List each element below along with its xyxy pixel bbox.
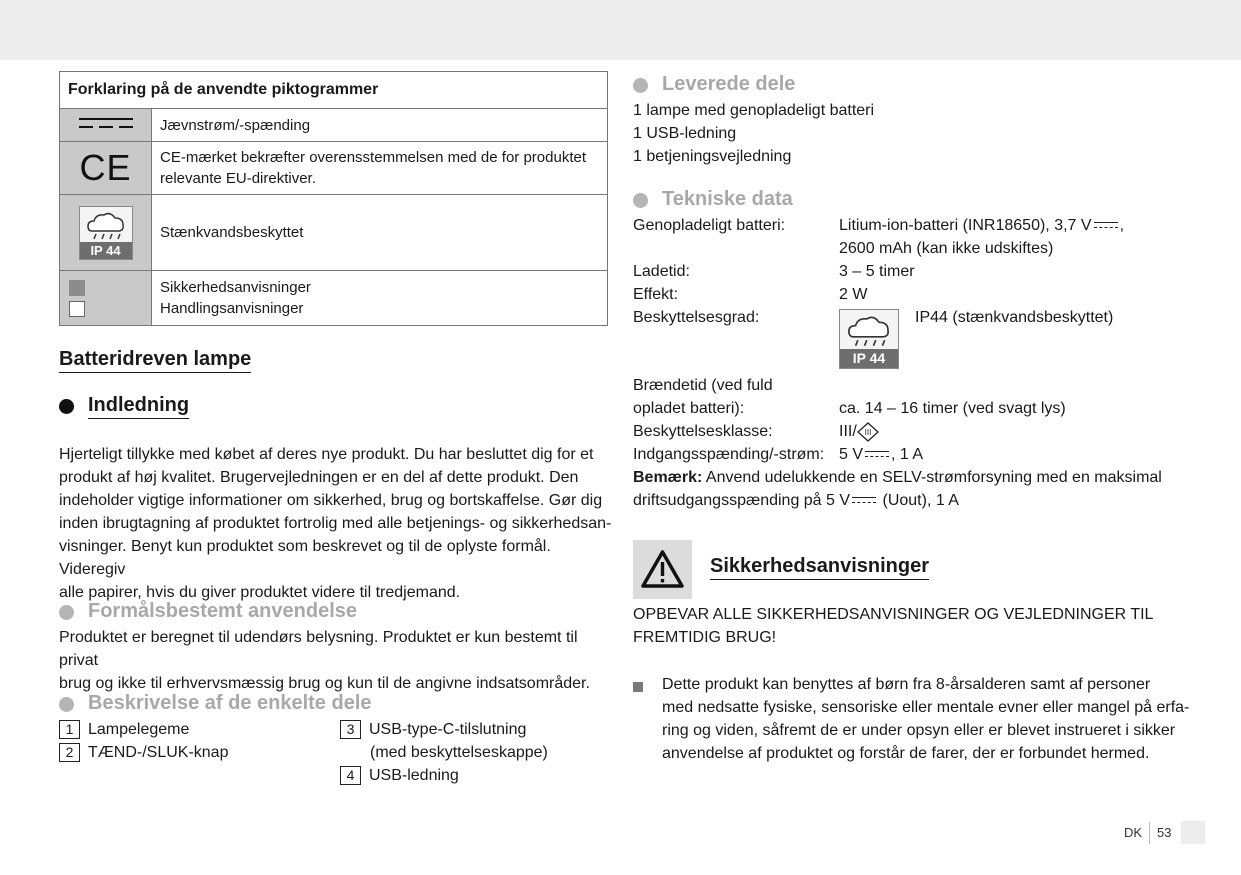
footer-divider xyxy=(1149,822,1150,844)
safety-item-line: ring og viden, såfremt de er under opsyn eller er blevet instrueret i sikker xyxy=(662,722,1176,739)
tech-labels xyxy=(633,214,833,329)
tech-heading-text: Tekniske data xyxy=(662,188,793,210)
parts-heading-text: Beskrivelse af de enkelte dele xyxy=(88,692,372,714)
intro-line: Hjerteligt tillykke med købet af deres nye produkt. Du har besluttet dig for et xyxy=(59,446,594,463)
class-value-text: III/ xyxy=(839,423,857,440)
intro-line: visninger. Benyt kun produktet som beskrevet og til de oplyste formål. Videregiv xyxy=(59,538,551,578)
protection-label: Beskyttelsesgrad: xyxy=(633,309,760,326)
list-item xyxy=(340,718,548,741)
purpose-line: brug og ikke til erhvervsmæssig brug og kun til de angivne indsatsområder. xyxy=(59,675,590,692)
bullet-icon xyxy=(633,193,648,208)
intro-heading-text: Indledning xyxy=(88,394,189,419)
note-label: Bemærk: xyxy=(633,469,703,486)
dc-current-text: Jævnstrøm/-spænding xyxy=(152,109,608,142)
supplied-list xyxy=(633,99,874,168)
safety-item-line: anvendelse af produktet og forstår de farer, der er forbundet hermed. xyxy=(662,745,1150,762)
note-text-2: driftsudgangsspænding på 5 V xyxy=(633,492,851,509)
parts-list-col1 xyxy=(59,718,228,764)
class-iii-label: III xyxy=(864,427,872,437)
intro-line: alle papirer, hvis du giver produktet videre til tredjemand. xyxy=(59,584,461,601)
part-label: USB-ledning xyxy=(369,767,459,784)
part-label: Lampelegeme xyxy=(88,721,190,738)
charge-value: 3 – 5 timer xyxy=(839,263,915,280)
class-value xyxy=(839,420,1066,443)
safety-caps-line: FREMTIDIG BRUG! xyxy=(633,629,777,646)
footer-tab xyxy=(1181,821,1205,844)
ip44-label: IP 44 xyxy=(80,242,132,259)
list-item xyxy=(59,741,228,764)
square-bullet-icon xyxy=(633,682,643,692)
action-instructions-label: Handlingsanvisninger xyxy=(160,300,304,317)
table-row xyxy=(60,142,608,195)
note-text: Anvend udelukkende en SELV-strømforsyning med en maksimal xyxy=(702,469,1162,486)
input-value-volt: 5 V xyxy=(839,446,864,463)
ip44-icon xyxy=(60,195,152,271)
bullet-icon xyxy=(59,605,74,620)
part-number: 2 xyxy=(59,743,80,762)
tech-values xyxy=(839,214,1179,306)
part-label: USB-type-C-tilslutning xyxy=(369,721,527,738)
protection-value: IP44 (stænkvandsbeskyttet) xyxy=(915,309,1114,326)
pictogram-table-header: Forklaring på de anvendte piktogrammer xyxy=(60,72,608,109)
top-bar xyxy=(0,0,1241,60)
pictogram-table xyxy=(59,71,608,326)
supplied-heading xyxy=(633,73,795,96)
purpose-heading xyxy=(59,600,357,623)
safety-heading-text: Sikkerhedsanvisninger xyxy=(710,555,929,580)
section-title-text: Batteridreven lampe xyxy=(59,348,251,373)
safety-item-line: med nedsatte fysiske, sensoriske eller mentale evner eller mangel på erfa- xyxy=(662,699,1190,716)
bullet-icon xyxy=(59,697,74,712)
burn-label-cont: opladet batteri): xyxy=(633,400,745,417)
table-row xyxy=(60,271,608,326)
part-number: 1 xyxy=(59,720,80,739)
dc-symbol-icon xyxy=(865,451,889,459)
dc-symbol-icon xyxy=(1094,222,1118,230)
bullet-icon xyxy=(59,399,74,414)
intro-heading xyxy=(59,394,189,417)
filled-square-icon xyxy=(69,280,85,296)
tech-labels-2 xyxy=(633,374,838,466)
power-value: 2 W xyxy=(839,286,868,303)
input-label: Indgangsspænding/-strøm: xyxy=(633,446,825,463)
input-value xyxy=(839,443,1066,466)
table-row xyxy=(60,195,608,271)
purpose-line: Produktet er beregnet til udendørs belysning. Produktet er kun bestemt til privat xyxy=(59,629,578,669)
list-item: 1 USB-ledning xyxy=(633,125,737,142)
tech-values-2 xyxy=(839,374,1066,466)
intro-line: indeholder vigtige informationer om sikkerhed, brug og bortskaffelse. Gør dig xyxy=(59,492,603,509)
parts-heading xyxy=(59,692,372,715)
pictogram-table-header-row xyxy=(60,72,608,109)
intro-paragraph xyxy=(59,443,619,604)
burn-value: ca. 14 – 16 timer (ved svagt lys) xyxy=(839,400,1066,417)
safety-item-line: Dette produkt kan benyttes af børn fra 8-årsalderen samt af personer xyxy=(662,676,1151,693)
battery-value-text: Litium-ion-batteri (INR18650), 3,7 V xyxy=(839,217,1092,234)
note xyxy=(633,466,1213,512)
safety-instructions-label: Sikkerhedsanvisninger xyxy=(160,279,311,296)
bullet-icon xyxy=(633,78,648,93)
intro-line: inden ibrugtagning af produktet fortrolig med alle betjenings- og sikkerhedsan- xyxy=(59,515,612,532)
section-title xyxy=(59,348,251,371)
battery-label: Genopladeligt batteri: xyxy=(633,217,786,234)
supplied-heading-text: Leverede dele xyxy=(662,73,796,95)
footer-page-number: 53 xyxy=(1157,825,1172,840)
class-iii-icon xyxy=(857,422,879,442)
note-line-2 xyxy=(633,489,1213,512)
safety-squares-icon xyxy=(60,271,152,326)
class-label: Beskyttelsesklasse: xyxy=(633,423,773,440)
battery-value xyxy=(839,214,1179,237)
note-line-1 xyxy=(633,466,1213,489)
list-item xyxy=(340,764,548,787)
part-number: 3 xyxy=(340,720,361,739)
safety-caps xyxy=(633,603,1213,649)
battery-capacity: 2600 mAh (kan ikke udskiftes) xyxy=(839,240,1054,257)
safety-item xyxy=(662,673,1207,765)
part-number: 4 xyxy=(340,766,361,785)
power-label: Effekt: xyxy=(633,286,679,303)
list-item: 1 betjeningsvejledning xyxy=(633,148,792,165)
ce-mark-glyph: CE xyxy=(79,147,132,188)
footer-lang: DK xyxy=(1124,825,1143,840)
part-label-cont: (med beskyttelseskappe) xyxy=(370,744,548,761)
safety-caps-line: OPBEVAR ALLE SIKKERHEDSANVISNINGER OG VEJLEDNINGER TIL xyxy=(633,606,1154,623)
dc-symbol-icon xyxy=(852,497,876,505)
ip44-icon xyxy=(839,309,899,369)
tech-heading xyxy=(633,188,793,211)
list-item xyxy=(59,718,228,741)
ce-mark-text: CE-mærket bekræfter overensstemmelsen med de for produktet relevante EU-direktiver. xyxy=(152,142,608,195)
empty-square-icon xyxy=(69,301,85,317)
intro-line: produkt af høj kvalitet. Brugervejledningen er en del af dette produkt. Den xyxy=(59,469,579,486)
parts-list-col2 xyxy=(340,718,548,787)
table-row xyxy=(60,109,608,142)
purpose-paragraph xyxy=(59,626,619,695)
note-text-3: (Uout), 1 A xyxy=(878,492,959,509)
ip44-text: Stænkvandsbeskyttet xyxy=(152,195,608,271)
warning-icon xyxy=(633,540,692,599)
safety-heading xyxy=(710,555,929,578)
part-label: TÆND-/SLUK-knap xyxy=(88,744,229,761)
purpose-heading-text: Formålsbestemt anvendelse xyxy=(88,600,357,622)
list-item: 1 lampe med genopladeligt batteri xyxy=(633,102,875,119)
safety-legend-text xyxy=(152,271,608,326)
battery-value-suffix: , xyxy=(1119,217,1125,234)
burn-label: Brændetid (ved fuld xyxy=(633,377,773,394)
charge-label: Ladetid: xyxy=(633,263,690,280)
dc-current-icon xyxy=(60,109,152,142)
input-value-current: , 1 A xyxy=(891,446,924,463)
ip44-label: IP 44 xyxy=(840,349,898,368)
ce-mark-icon xyxy=(60,142,152,195)
